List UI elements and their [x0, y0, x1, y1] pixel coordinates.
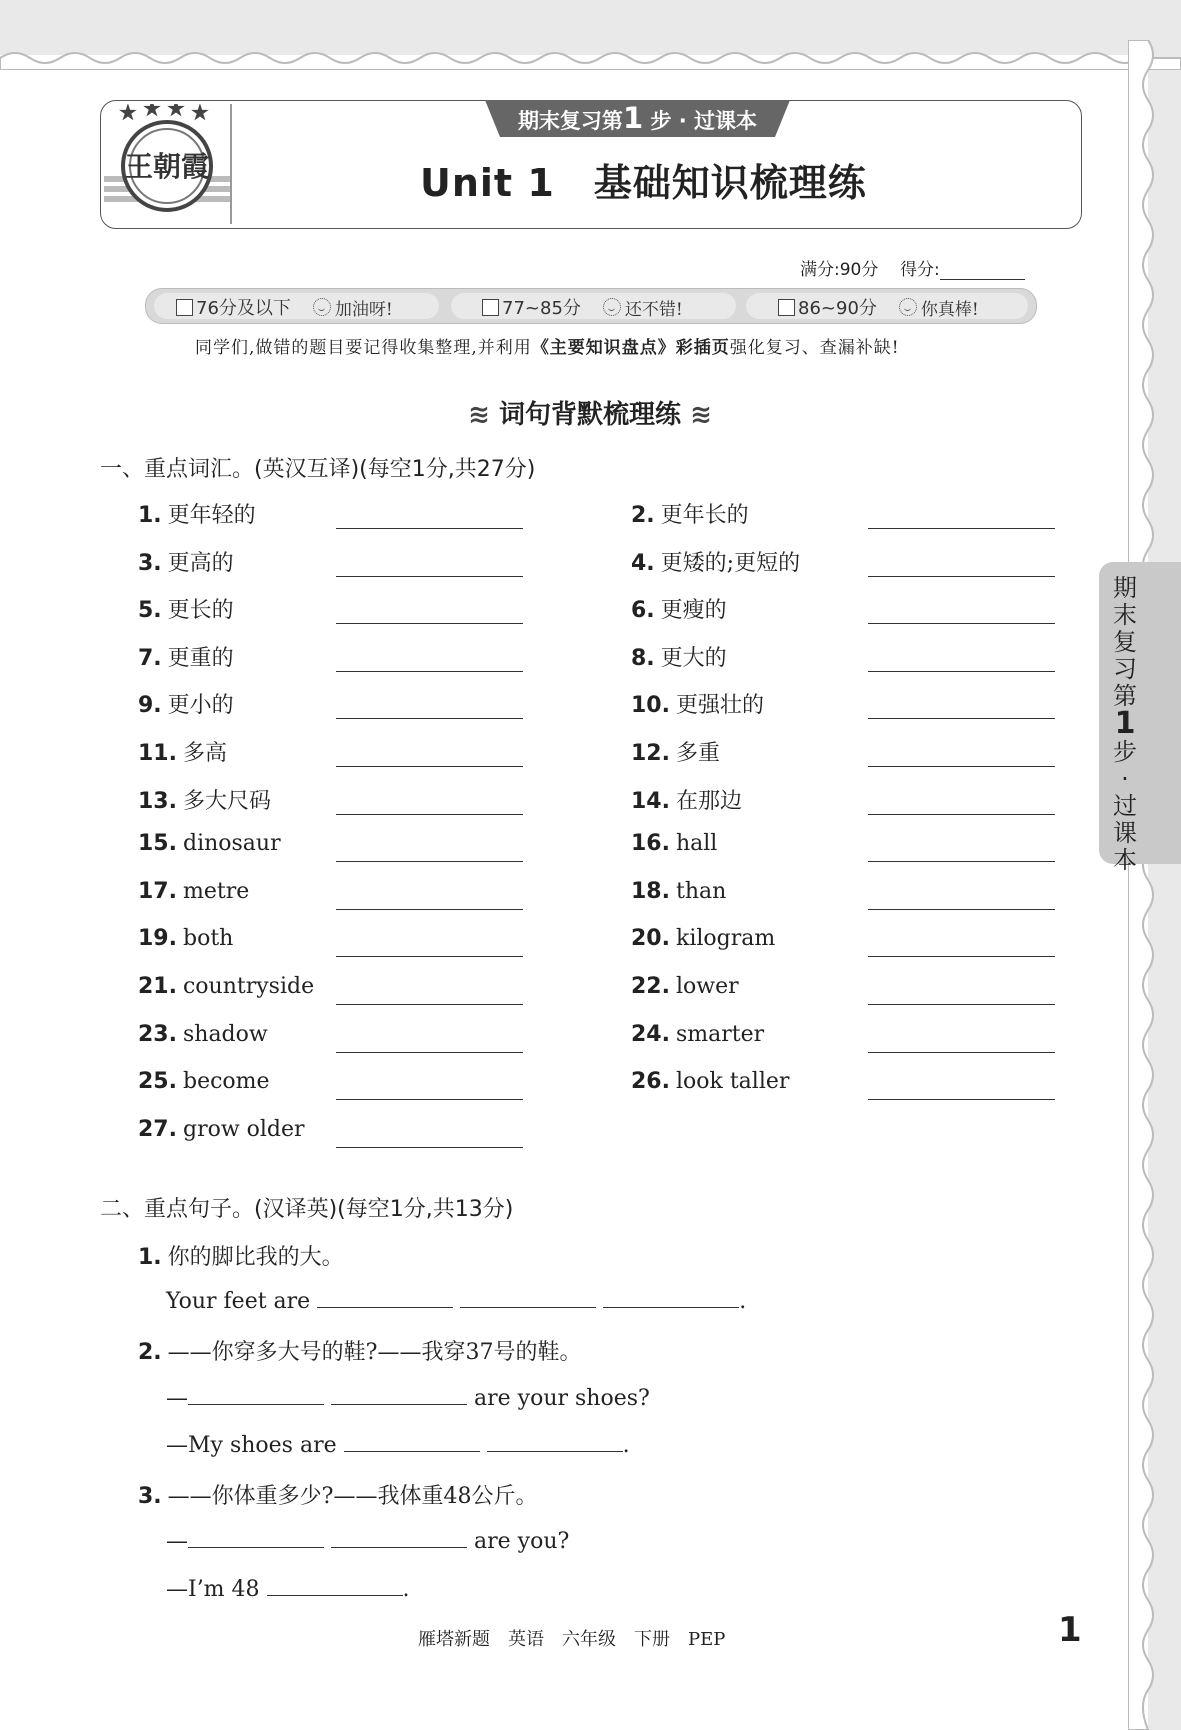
vocab-text: 更长的 [167, 598, 234, 624]
vocab-text: countryside [182, 974, 315, 999]
side-tab-number: 1 [1114, 706, 1136, 741]
english-prompt: —My shoes are [166, 1433, 337, 1458]
answer-blank[interactable] [336, 909, 523, 910]
answer-blank[interactable] [868, 814, 1055, 815]
vocab-item [138, 1022, 268, 1062]
english-prompt: Your feet are [166, 1289, 311, 1314]
chinese-prompt: ——你体重多少?——我体重48公斤。 [167, 1484, 538, 1509]
vocab-number: 3. [138, 550, 162, 576]
wavy-lines-icon: ≋ [690, 400, 712, 430]
wavy-lines-icon: ≋ [468, 400, 490, 430]
answer-blank[interactable] [336, 1147, 523, 1148]
vocab-number: 4. [631, 550, 655, 576]
period: . [739, 1289, 747, 1314]
vocab-item [631, 546, 800, 586]
vocab-number: 1. [138, 503, 162, 528]
answer-blank[interactable] [868, 671, 1055, 672]
answer-blank[interactable] [603, 1287, 739, 1308]
vocab-item [138, 879, 249, 919]
answer-blank[interactable] [336, 671, 523, 672]
grade-comment: 你真棒! [920, 299, 979, 320]
vocab-item [631, 784, 742, 824]
page-wavy-edge-right [1128, 40, 1168, 1730]
grade-range: 86~90分 [798, 298, 877, 319]
answer-blank[interactable] [267, 1575, 403, 1596]
question-number: 1. [138, 1245, 162, 1270]
notice-highlight: 《主要知识盘点》彩插页 [531, 338, 730, 358]
vocab-number: 18. [631, 878, 670, 904]
vocab-text: smarter [675, 1021, 765, 1047]
sentence-3-english-a [166, 1527, 569, 1554]
vocab-text: 更矮的;更短的 [660, 550, 801, 576]
full-score-label: 满分:90分 [800, 260, 879, 280]
answer-blank[interactable] [868, 1004, 1055, 1005]
vocab-item [138, 831, 281, 871]
grade-comment: 还不错! [624, 299, 683, 320]
vocab-text: metre [182, 878, 250, 904]
score-label: 得分: [899, 260, 940, 280]
vocab-number: 10. [631, 693, 670, 719]
period: . [402, 1577, 410, 1602]
vocab-item [631, 498, 749, 538]
vocab-text: 更瘦的 [660, 598, 727, 624]
side-tab-text [1110, 575, 1140, 874]
page-number: 1 [1058, 1610, 1082, 1650]
vocab-number: 12. [631, 741, 670, 766]
vocab-item [631, 974, 739, 1014]
section-heading [450, 394, 730, 431]
smiley-icon [899, 298, 917, 316]
answer-blank[interactable] [460, 1287, 596, 1308]
vocab-item [631, 926, 775, 966]
vocab-item [631, 641, 727, 681]
vocab-number: 6. [631, 598, 655, 624]
vocab-text: 多重 [675, 741, 720, 766]
page-footer: 雁塔新题 英语 六年级 下册 PEP [418, 1629, 726, 1650]
vocab-number: 7. [138, 645, 162, 671]
smiley-icon [603, 298, 621, 316]
vocab-number: 23. [138, 1021, 177, 1047]
grade-range: 77~85分 [502, 298, 581, 319]
smiley-icon [313, 298, 331, 316]
notice-text: 同学们,做错的题目要记得收集整理,并利用 [195, 338, 532, 358]
answer-blank[interactable] [336, 528, 523, 529]
vocab-number: 11. [138, 741, 177, 766]
checkbox-icon[interactable] [482, 299, 499, 316]
vocab-text: shadow [182, 1021, 268, 1047]
q1-heading: 一、重点词汇。(英汉互译)(每空1分,共27分) [100, 457, 536, 482]
answer-blank[interactable] [336, 623, 523, 624]
vocab-text: 更重的 [167, 645, 234, 671]
vocab-item [631, 736, 720, 776]
question-number: 2. [138, 1340, 162, 1365]
checkbox-icon[interactable] [176, 299, 193, 316]
vocab-number: 17. [138, 878, 177, 904]
dash: — [166, 1529, 188, 1554]
answer-blank[interactable] [868, 576, 1055, 577]
vocab-number: 25. [138, 1069, 177, 1095]
answer-blank[interactable] [336, 718, 523, 719]
grade-option-2[interactable] [482, 294, 683, 320]
vocab-text: dinosaur [182, 831, 281, 857]
answer-blank[interactable] [344, 1431, 480, 1452]
vocab-number: 8. [631, 645, 655, 671]
sentence-2-english-a [166, 1384, 650, 1411]
answer-blank[interactable] [188, 1384, 324, 1405]
vocab-text: look taller [675, 1069, 790, 1095]
vocab-number: 27. [138, 1116, 177, 1142]
vocab-number: 2. [631, 503, 655, 528]
answer-blank[interactable] [868, 623, 1055, 624]
vocab-number: 19. [138, 926, 177, 952]
side-tab-label: 期末复习第 [1113, 574, 1137, 710]
vocab-item [138, 974, 314, 1014]
question-number: 3. [138, 1484, 162, 1509]
grade-option-1[interactable] [176, 294, 393, 320]
vocab-item [138, 593, 234, 633]
answer-blank[interactable] [868, 861, 1055, 862]
score-line [800, 255, 1025, 280]
vocab-text: kilogram [675, 926, 776, 952]
vocab-text: 多大尺码 [182, 788, 271, 814]
q2-heading: 二、重点句子。(汉译英)(每空1分,共13分) [100, 1197, 514, 1222]
vocab-text: 更年长的 [660, 503, 749, 528]
vocab-number: 13. [138, 788, 177, 814]
vocab-text: than [675, 878, 727, 904]
page-wavy-edge-top [0, 40, 1181, 70]
vocab-number: 24. [631, 1021, 670, 1047]
answer-blank[interactable] [188, 1527, 324, 1548]
vocab-number: 5. [138, 598, 162, 624]
vocab-item [138, 688, 234, 728]
grade-option-3[interactable] [778, 294, 979, 320]
english-prompt: —I’m 48 [166, 1577, 260, 1602]
vocab-number: 22. [631, 974, 670, 999]
vocab-item [631, 1022, 764, 1062]
vocab-text: become [182, 1069, 270, 1095]
vocab-number: 16. [631, 831, 670, 857]
answer-blank[interactable] [868, 718, 1055, 719]
chinese-prompt: ——你穿多大号的鞋?——我穿37号的鞋。 [167, 1340, 582, 1365]
english-prompt: are your shoes? [474, 1386, 650, 1411]
vocab-text: 在那边 [675, 788, 742, 814]
vocab-item [631, 831, 717, 871]
answer-blank[interactable] [336, 576, 523, 577]
publisher-logo [102, 104, 232, 222]
sentence-3-english-b [166, 1575, 410, 1602]
vocab-number: 15. [138, 831, 177, 857]
grade-comment: 加油呀! [334, 299, 393, 320]
vocab-text: 多高 [182, 741, 227, 766]
answer-blank[interactable] [331, 1527, 467, 1548]
vocab-number: 14. [631, 788, 670, 814]
vocab-number: 21. [138, 974, 177, 999]
sentence-1-chinese [138, 1240, 344, 1271]
answer-blank[interactable] [487, 1431, 623, 1452]
svg-text:王朝霞: 王朝霞 [124, 150, 210, 183]
header-divider [230, 104, 232, 224]
vocab-text: 更小的 [167, 693, 234, 719]
vocab-item [631, 688, 764, 728]
grade-range: 76分及以下 [196, 298, 291, 319]
dash: — [166, 1386, 188, 1411]
chinese-prompt: 你的脚比我的大。 [167, 1245, 344, 1270]
vocab-item [138, 546, 234, 586]
vocab-text: lower [675, 974, 739, 999]
answer-blank[interactable] [868, 909, 1055, 910]
answer-blank[interactable] [336, 1052, 523, 1053]
checkbox-icon[interactable] [778, 299, 795, 316]
answer-blank[interactable] [331, 1384, 467, 1405]
vocab-text: 更高的 [167, 550, 234, 576]
vocab-text: 更大的 [660, 645, 727, 671]
header-banner-text: 期末复习第1 步 · 过课本 [517, 101, 758, 135]
vocab-item [138, 1069, 270, 1109]
section-title: 词句背默梳理练 [498, 400, 681, 430]
vocab-item [631, 1069, 789, 1109]
study-notice [195, 333, 995, 358]
sentence-2-english-b [166, 1431, 630, 1458]
answer-blank[interactable] [336, 814, 523, 815]
sentence-3-chinese [138, 1479, 537, 1510]
vocab-item [138, 641, 234, 681]
vocab-number: 9. [138, 693, 162, 719]
vocab-number: 20. [631, 926, 670, 952]
english-prompt: are you? [474, 1529, 570, 1554]
period: . [622, 1433, 630, 1458]
vocab-text: grow older [182, 1116, 305, 1142]
vocab-item [138, 784, 271, 824]
sentence-2-chinese [138, 1335, 581, 1366]
vocab-item [138, 926, 233, 966]
answer-blank[interactable] [336, 1004, 523, 1005]
answer-blank[interactable] [868, 766, 1055, 767]
score-blank[interactable] [940, 263, 1025, 280]
answer-blank[interactable] [868, 528, 1055, 529]
vocab-text: 更强壮的 [675, 693, 764, 719]
vocab-item [631, 593, 727, 633]
answer-blank[interactable] [336, 1099, 523, 1100]
notice-text: 强化复习、查漏补缺! [729, 338, 900, 358]
vocab-item [138, 498, 256, 538]
vocab-text: 更年轻的 [167, 503, 256, 528]
answer-blank[interactable] [336, 766, 523, 767]
answer-blank[interactable] [317, 1287, 453, 1308]
answer-blank[interactable] [336, 861, 523, 862]
answer-blank[interactable] [868, 1052, 1055, 1053]
sentence-1-english [166, 1287, 746, 1314]
answer-blank[interactable] [868, 1099, 1055, 1100]
vocab-item [138, 736, 227, 776]
answer-blank[interactable] [868, 956, 1055, 957]
vocab-text: both [182, 926, 234, 952]
vocab-text: hall [675, 831, 718, 857]
unit-title: Unit 1 基础知识梳理练 [420, 161, 867, 205]
vocab-item [138, 1117, 305, 1157]
vocab-number: 26. [631, 1069, 670, 1095]
side-tab-label: 步·过课本 [1113, 738, 1137, 874]
vocab-item [631, 879, 726, 919]
answer-blank[interactable] [336, 956, 523, 957]
